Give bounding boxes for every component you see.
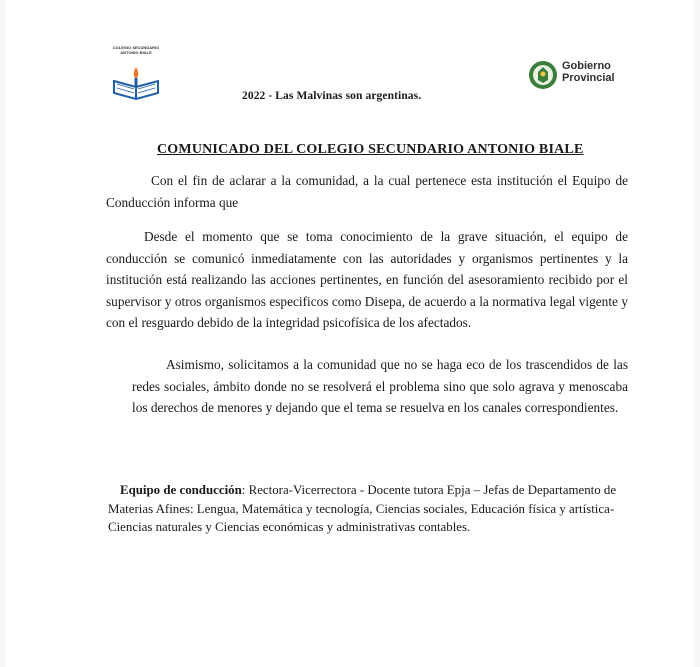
school-logo-caption: COLEGIO SECUNDARIO ANTONIO BIALE <box>112 45 160 55</box>
team-label: Equipo de conducción <box>120 483 242 497</box>
school-logo <box>110 45 162 101</box>
gobierno-provincial-logo <box>528 58 618 92</box>
team-text: : Rectora-Vicerrectora - Docente tutora Epja – Jefas de Departamento de Materias Afines: Lengua, Matemática y tecnología, Ciencias sociales, Educación física y artística- Ciencias naturales y Ciencias económicas y administrativas contables. <box>108 483 617 534</box>
gobierno-provincial-text: Gobierno Provincial <box>562 60 615 84</box>
body-paragraph-2: Asimismo, solicitamos a la comunidad que no se haga eco de los trascendidos de las redes sociales, ámbito donde no se resolverá el problema sino que solo agrava y menoscaba los derechos de menores y dejando que el tema se resuelva en los canales correspondientes. <box>132 357 628 415</box>
gobierno-provincial-seal-icon <box>528 60 558 90</box>
document-page <box>6 0 694 667</box>
team-signature <box>108 481 628 537</box>
year-motto: 2022 - Las Malvinas son argentinas. <box>242 90 422 102</box>
document-title: COMUNICADO DEL COLEGIO SECUNDARIO ANTONIO BIALE <box>157 142 584 157</box>
intro-paragraph: Con el fin de aclarar a la comunidad, a la cual pertenece esta institución el Equipo de Conducción informa que <box>106 173 628 210</box>
body-paragraph-1: Desde el momento que se toma conocimiento de la grave situación, el equipo de conducción se comunicó inmediatamente con las autoridades y organismos pertinentes y la institución está realizando las acciones pertinentes, en función del asesoramiento recibido por el supervisor y otros organismos especificos como Disepa, de acuerdo a la normativa legal vigente y con el resguardo debido de la integridad psicofísica de los afectados. <box>106 229 628 330</box>
school-book-logo-icon <box>110 59 162 101</box>
